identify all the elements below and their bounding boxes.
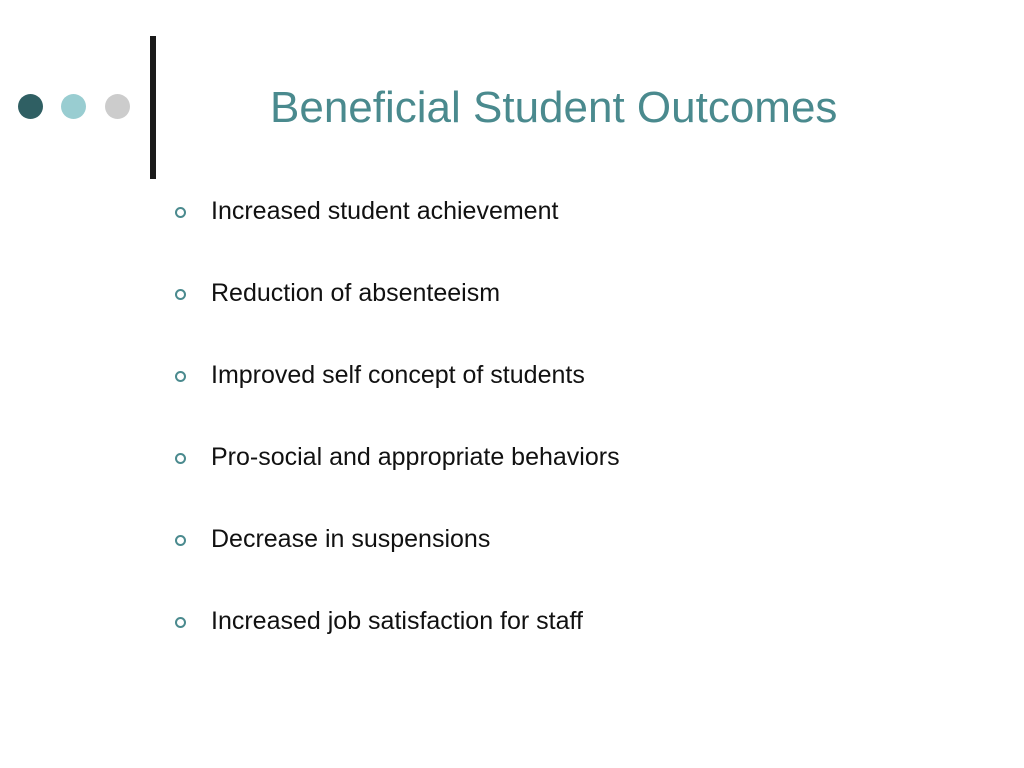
light-teal-dot-icon — [61, 94, 86, 119]
bullet-item — [174, 359, 874, 395]
bullet-text: Reduction of absenteeism — [211, 279, 501, 307]
circle-bullet-icon — [175, 289, 186, 300]
circle-bullet-icon — [175, 535, 186, 546]
bullet-item — [174, 277, 874, 313]
bullet-item — [174, 195, 874, 231]
bullet-text: Increased student achievement — [211, 197, 559, 225]
bullet-text: Improved self concept of students — [211, 361, 585, 389]
circle-bullet-icon — [175, 207, 186, 218]
circle-bullet-icon — [175, 453, 186, 464]
slide-title: Beneficial Student Outcomes — [270, 83, 838, 132]
gray-dot-icon — [105, 94, 130, 119]
bullet-text: Pro-social and appropriate behaviors — [211, 443, 620, 471]
bullet-item — [174, 441, 874, 477]
vertical-divider — [150, 36, 156, 179]
bullet-item — [174, 605, 874, 641]
circle-bullet-icon — [175, 371, 186, 382]
circle-bullet-icon — [175, 617, 186, 628]
dark-teal-dot-icon — [18, 94, 43, 119]
bullet-text: Decrease in suspensions — [211, 525, 491, 553]
bullet-text: Increased job satisfaction for staff — [211, 607, 583, 635]
bullet-item — [174, 523, 874, 559]
